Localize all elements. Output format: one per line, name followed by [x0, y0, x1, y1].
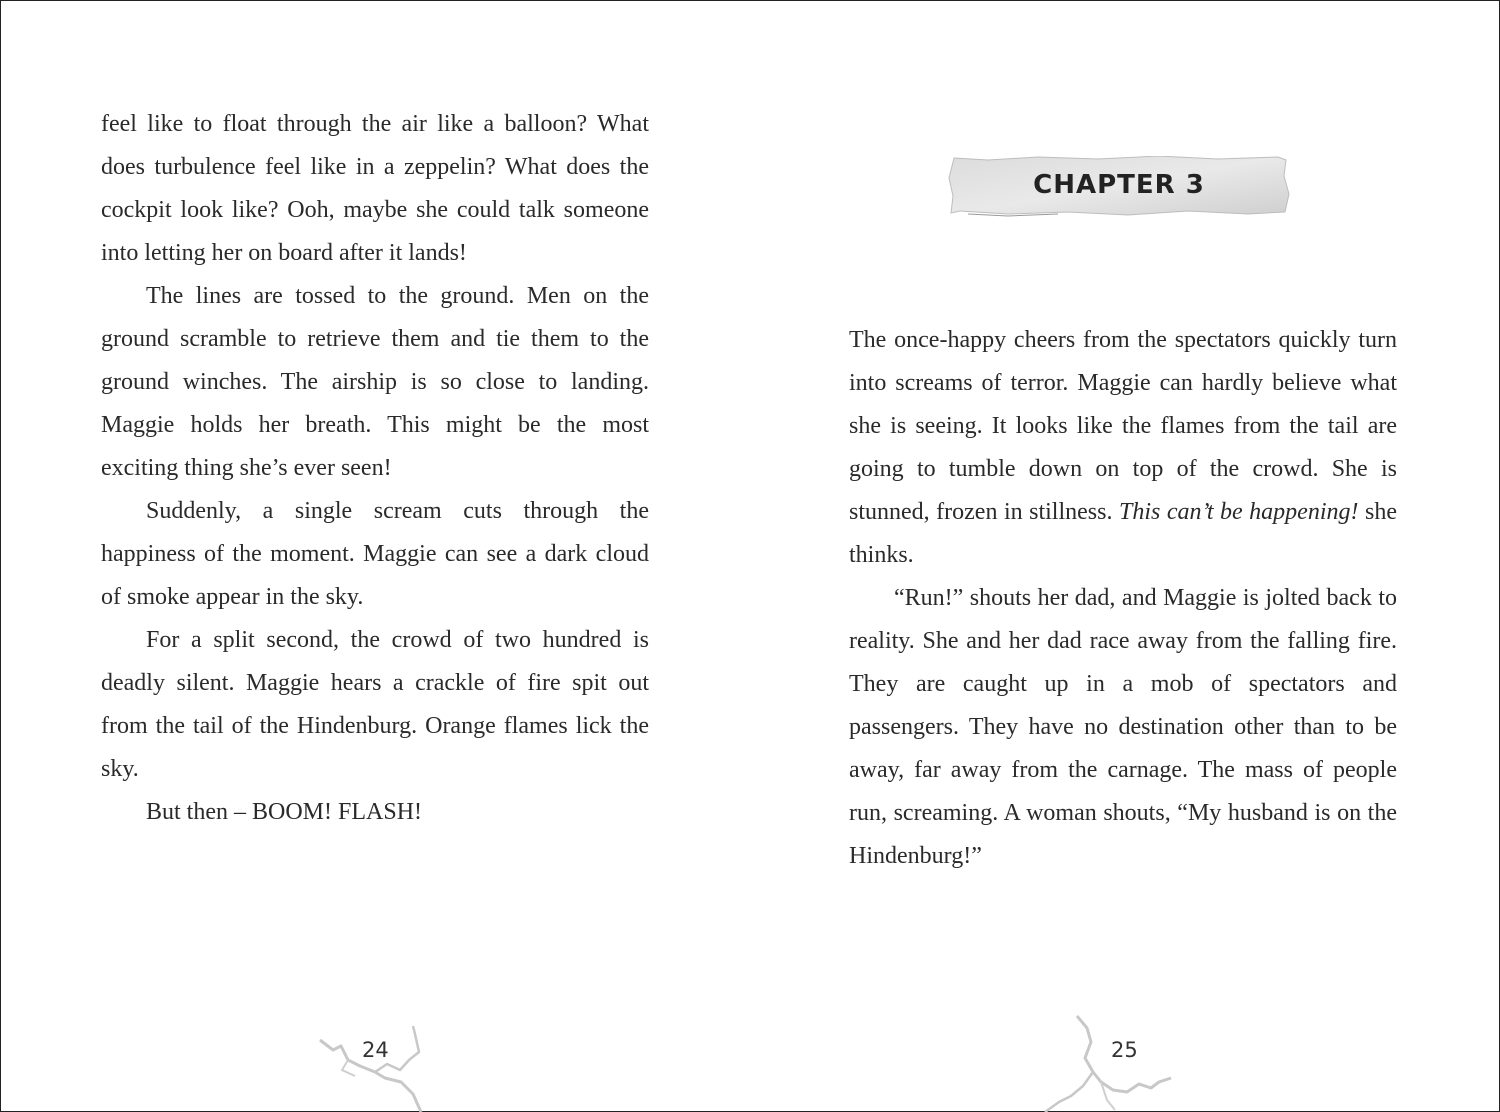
chapter-banner: [948, 156, 1290, 214]
page-number: 25: [1111, 1038, 1138, 1062]
paragraph: “Run!” shouts her dad, and Maggie is jolted back to reality. She and her dad race away from the falling fire. They are caught up in a mob of spectators and passengers. They have no destination other than to be away, far away from the carnage. The mass of people run, screaming. A woman shouts, “My husband is on the Hindenburg!”: [849, 585, 1397, 869]
italic-thought: This can’t be happening!: [1119, 499, 1359, 525]
paragraph: The lines are tossed to the ground. Men on the ground scramble to retrieve them and tie them to the ground winches. The airship is so close to landing. Maggie holds her breath. This might be the most exciting thing she’s ever seen!: [101, 283, 649, 481]
crack-line-icon: [315, 1022, 445, 1112]
paragraph: For a split second, the crowd of two hundred is deadly silent. Maggie hears a crackle of fire spit out from the tail of the Hindenburg. Orange flames lick the sky.: [101, 627, 649, 782]
right-page-text: [849, 319, 1397, 878]
paragraph-text: she thinks.: [849, 499, 1398, 568]
paragraph: Suddenly, a single scream cuts through the happiness of the moment. Maggie can see a dark cloud of smoke appear in the sky.: [101, 498, 649, 610]
left-page-text: [101, 103, 649, 834]
chapter-title: CHAPTER 3: [1033, 170, 1205, 200]
paragraph: But then – BOOM! FLASH!: [146, 799, 423, 825]
page-number: 24: [362, 1038, 389, 1062]
paragraph: feel like to float through the air like a balloon? What does turbulence feel like in a zeppelin? What does the cockpit look like? Ooh, maybe she could talk someone into letting her on board after it lands!: [101, 111, 649, 266]
crack-line-icon: [1035, 1012, 1175, 1112]
paragraph-text: The once-happy cheers from the spectators quickly turn into screams of terror. Maggie can hardly believe what she is seeing. It looks like the flames from the tail are going to tumble down on top of the crowd. She is stunned, frozen in stillness.: [849, 327, 1397, 525]
paragraph: [849, 319, 1397, 577]
right-page: [750, 0, 1500, 1112]
